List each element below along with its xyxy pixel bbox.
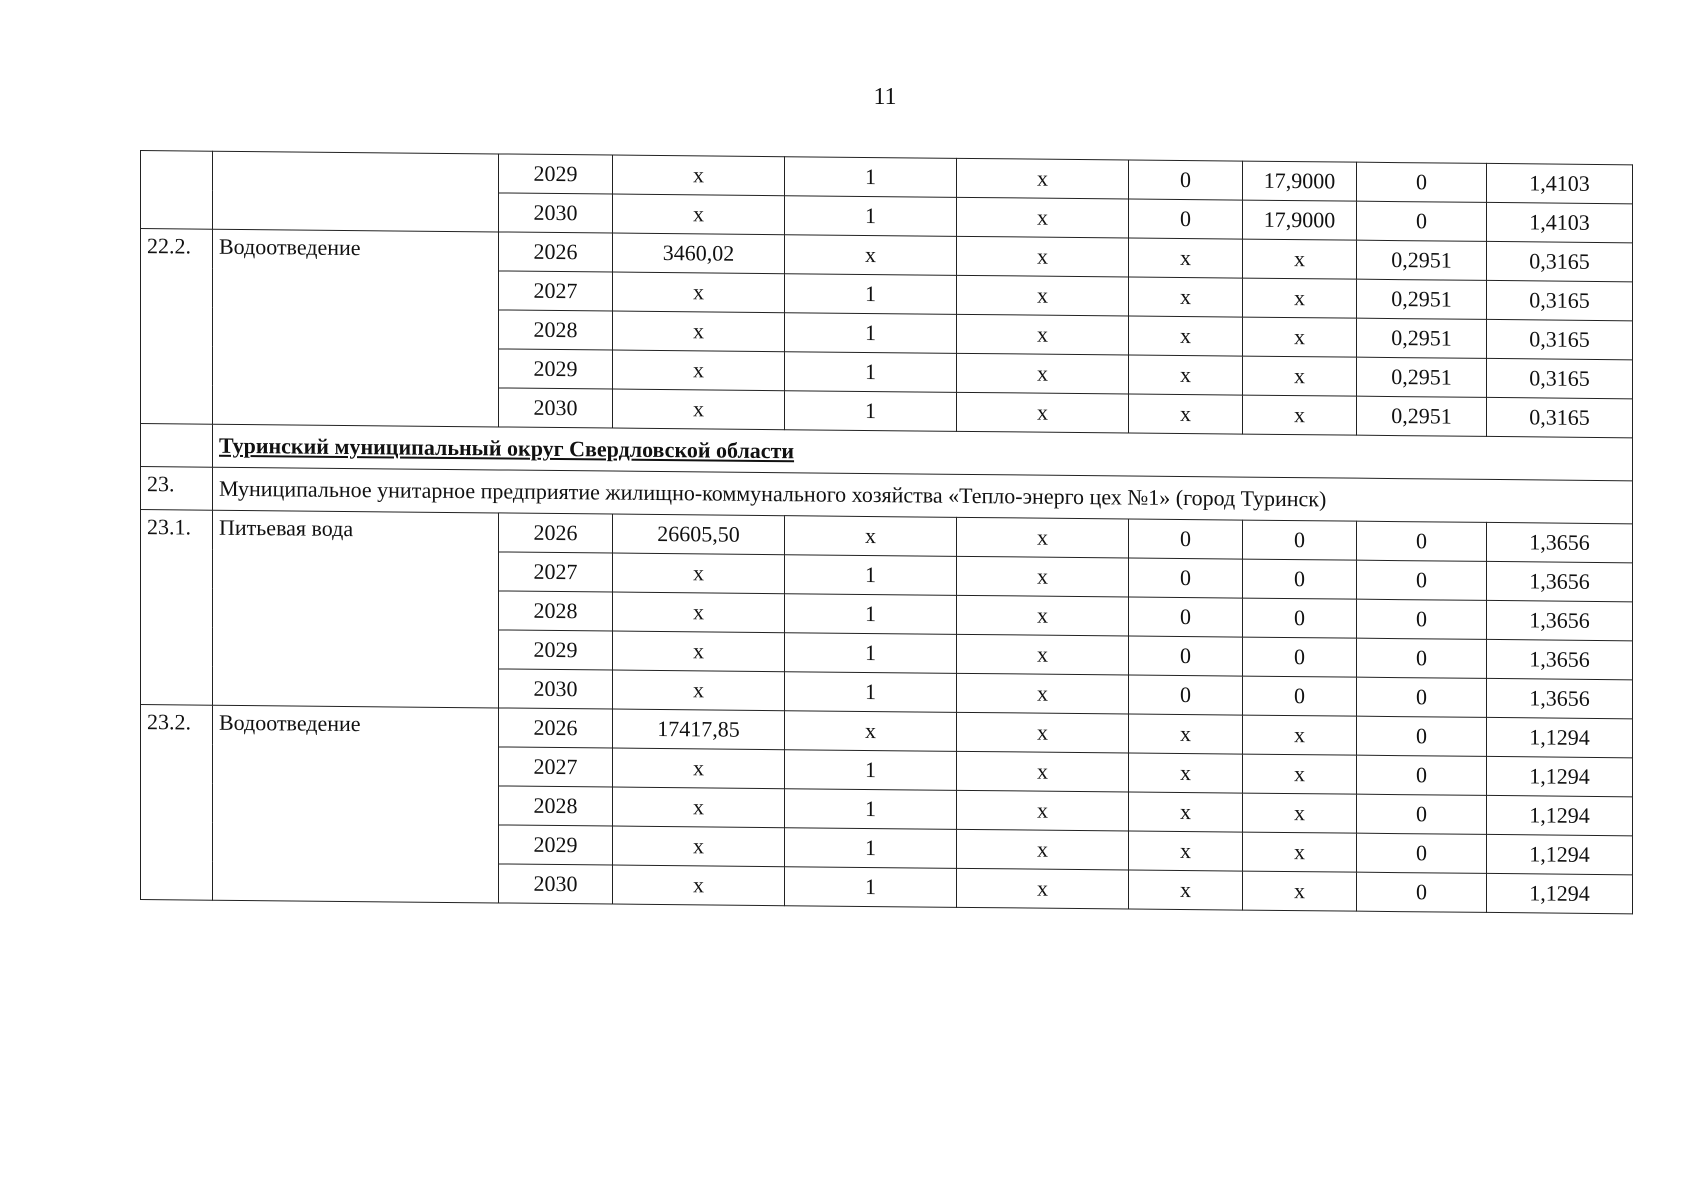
value-cell: х	[957, 790, 1129, 831]
value-cell: х	[957, 197, 1129, 238]
item-number-cell: 23.	[141, 467, 213, 511]
value-cell: х	[613, 787, 785, 828]
value-cell: х	[1129, 316, 1243, 356]
value-cell: 0	[1357, 162, 1487, 202]
year-cell: 2028	[499, 786, 613, 826]
value-cell: 3460,02	[613, 233, 785, 274]
item-number-cell	[141, 424, 213, 468]
value-cell: 0	[1357, 872, 1487, 912]
value-cell: 1	[785, 196, 957, 237]
value-cell: 0	[1357, 677, 1487, 717]
year-cell: 2030	[499, 388, 613, 428]
value-cell: х	[613, 350, 785, 391]
value-cell: 17,9000	[1243, 200, 1357, 240]
value-cell: 1,1294	[1487, 756, 1633, 796]
value-cell: х	[957, 829, 1129, 870]
value-cell: 0,3165	[1487, 397, 1633, 437]
value-cell: х	[957, 517, 1129, 558]
value-cell: 0	[1357, 833, 1487, 873]
value-cell: 0	[1357, 521, 1487, 561]
value-cell: 0	[1243, 676, 1357, 716]
value-cell: х	[613, 553, 785, 594]
value-cell: 0,2951	[1357, 240, 1487, 280]
value-cell: 1	[785, 750, 957, 791]
item-number-cell: 23.1.	[141, 510, 213, 706]
value-cell: х	[1129, 355, 1243, 395]
value-cell: х	[1243, 754, 1357, 794]
item-number-cell	[141, 151, 213, 230]
value-cell: 1	[785, 594, 957, 635]
year-cell: 2028	[499, 591, 613, 631]
value-cell: 0	[1357, 599, 1487, 639]
value-cell: х	[1129, 831, 1243, 871]
value-cell: 1,3656	[1487, 561, 1633, 601]
value-cell: х	[1243, 239, 1357, 279]
value-cell: х	[613, 826, 785, 867]
value-cell: х	[613, 311, 785, 352]
value-cell: 1,1294	[1487, 834, 1633, 874]
value-cell: 0,2951	[1357, 279, 1487, 319]
value-cell: х	[785, 711, 957, 752]
value-cell: 0	[1129, 558, 1243, 598]
tariff-table	[140, 150, 1633, 914]
value-cell: х	[613, 389, 785, 430]
value-cell: х	[957, 158, 1129, 199]
region-title-cell: Туринский муниципальный округ Свердловской области	[213, 424, 1633, 481]
year-cell: 2027	[499, 747, 613, 787]
value-cell: 0,3165	[1487, 280, 1633, 320]
value-cell: х	[1129, 238, 1243, 278]
value-cell: 0,3165	[1487, 241, 1633, 281]
value-cell: 17,9000	[1243, 161, 1357, 201]
value-cell: 0	[1243, 520, 1357, 560]
value-cell: х	[957, 236, 1129, 277]
value-cell: х	[1243, 793, 1357, 833]
value-cell: 1	[785, 391, 957, 432]
value-cell: 0	[1243, 637, 1357, 677]
year-cell: 2027	[499, 271, 613, 311]
value-cell: 1	[785, 789, 957, 830]
value-cell: 1,3656	[1487, 522, 1633, 562]
value-cell: 1	[785, 352, 957, 393]
value-cell: 1,4103	[1487, 202, 1633, 242]
value-cell: 0	[1243, 559, 1357, 599]
value-cell: х	[957, 275, 1129, 316]
value-cell: 0	[1243, 598, 1357, 638]
value-cell: 1	[785, 157, 957, 198]
year-cell: 2029	[499, 349, 613, 389]
value-cell: х	[1243, 356, 1357, 396]
value-cell: х	[1129, 753, 1243, 793]
value-cell: х	[1243, 317, 1357, 357]
item-number-cell: 22.2.	[141, 229, 213, 425]
value-cell: 1,1294	[1487, 873, 1633, 913]
value-cell: х	[785, 235, 957, 276]
item-name-cell: Питьевая вода	[213, 510, 499, 708]
year-cell: 2029	[499, 154, 613, 194]
year-cell: 2030	[499, 669, 613, 709]
value-cell: 0,3165	[1487, 358, 1633, 398]
value-cell: 1	[785, 672, 957, 713]
year-cell: 2026	[499, 513, 613, 553]
value-cell: х	[613, 272, 785, 313]
item-name-cell: Водоотведение	[213, 229, 499, 427]
year-cell: 2028	[499, 310, 613, 350]
value-cell: 0,2951	[1357, 357, 1487, 397]
value-cell: 1,3656	[1487, 678, 1633, 718]
value-cell: х	[1129, 714, 1243, 754]
value-cell: х	[957, 556, 1129, 597]
value-cell: х	[957, 392, 1129, 433]
value-cell: х	[1129, 277, 1243, 317]
value-cell: х	[1129, 870, 1243, 910]
value-cell: 0	[1357, 560, 1487, 600]
value-cell: 26605,50	[613, 514, 785, 555]
value-cell: 17417,85	[613, 709, 785, 750]
organization-name-cell: Муниципальное унитарное предприятие жилищно-коммунального хозяйства «Тепло-энерго цех №1» (город Туринск)	[213, 467, 1633, 524]
page-number: 11	[873, 84, 897, 110]
value-cell: 0,2951	[1357, 318, 1487, 358]
value-cell: х	[1243, 715, 1357, 755]
value-cell: х	[785, 516, 957, 557]
value-cell: 1	[785, 867, 957, 908]
value-cell: 0,3165	[1487, 319, 1633, 359]
value-cell: 1	[785, 555, 957, 596]
year-cell: 2026	[499, 708, 613, 748]
item-name-cell: Водоотведение	[213, 705, 499, 903]
value-cell: 0	[1129, 519, 1243, 559]
value-cell: 1	[785, 274, 957, 315]
value-cell: 1	[785, 828, 957, 869]
year-cell: 2027	[499, 552, 613, 592]
value-cell: 0	[1129, 675, 1243, 715]
value-cell: 1	[785, 633, 957, 674]
value-cell: х	[957, 595, 1129, 636]
value-cell: х	[613, 670, 785, 711]
value-cell: х	[1129, 792, 1243, 832]
value-cell: х	[957, 673, 1129, 714]
year-cell: 2029	[499, 630, 613, 670]
value-cell: х	[957, 712, 1129, 753]
value-cell: 1,1294	[1487, 795, 1633, 835]
value-cell: х	[957, 353, 1129, 394]
item-number-cell: 23.2.	[141, 705, 213, 901]
value-cell: 1,3656	[1487, 600, 1633, 640]
value-cell: 0	[1129, 160, 1243, 200]
value-cell: х	[957, 314, 1129, 355]
value-cell: х	[613, 592, 785, 633]
value-cell: х	[1243, 278, 1357, 318]
value-cell: 0	[1357, 755, 1487, 795]
value-cell: х	[613, 155, 785, 196]
value-cell: 0	[1357, 716, 1487, 756]
value-cell: 0	[1129, 199, 1243, 239]
value-cell: 1	[785, 313, 957, 354]
year-cell: 2030	[499, 193, 613, 233]
value-cell: х	[957, 751, 1129, 792]
value-cell: 0	[1129, 597, 1243, 637]
value-cell: 0	[1357, 201, 1487, 241]
value-cell: х	[957, 868, 1129, 909]
value-cell: х	[613, 194, 785, 235]
value-cell: 0	[1357, 638, 1487, 678]
value-cell: 0	[1129, 636, 1243, 676]
value-cell: х	[613, 631, 785, 672]
value-cell: х	[1243, 832, 1357, 872]
value-cell: 1,4103	[1487, 163, 1633, 203]
value-cell: х	[1243, 395, 1357, 435]
year-cell: 2030	[499, 864, 613, 904]
year-cell: 2026	[499, 232, 613, 272]
value-cell: х	[613, 865, 785, 906]
value-cell: 0	[1357, 794, 1487, 834]
value-cell: х	[613, 748, 785, 789]
value-cell: 0,2951	[1357, 396, 1487, 436]
value-cell: х	[1129, 394, 1243, 434]
item-name-cell	[213, 151, 499, 232]
value-cell: 1,1294	[1487, 717, 1633, 757]
value-cell: х	[957, 634, 1129, 675]
value-cell: х	[1243, 871, 1357, 911]
table-body	[141, 151, 1633, 914]
value-cell: 1,3656	[1487, 639, 1633, 679]
year-cell: 2029	[499, 825, 613, 865]
